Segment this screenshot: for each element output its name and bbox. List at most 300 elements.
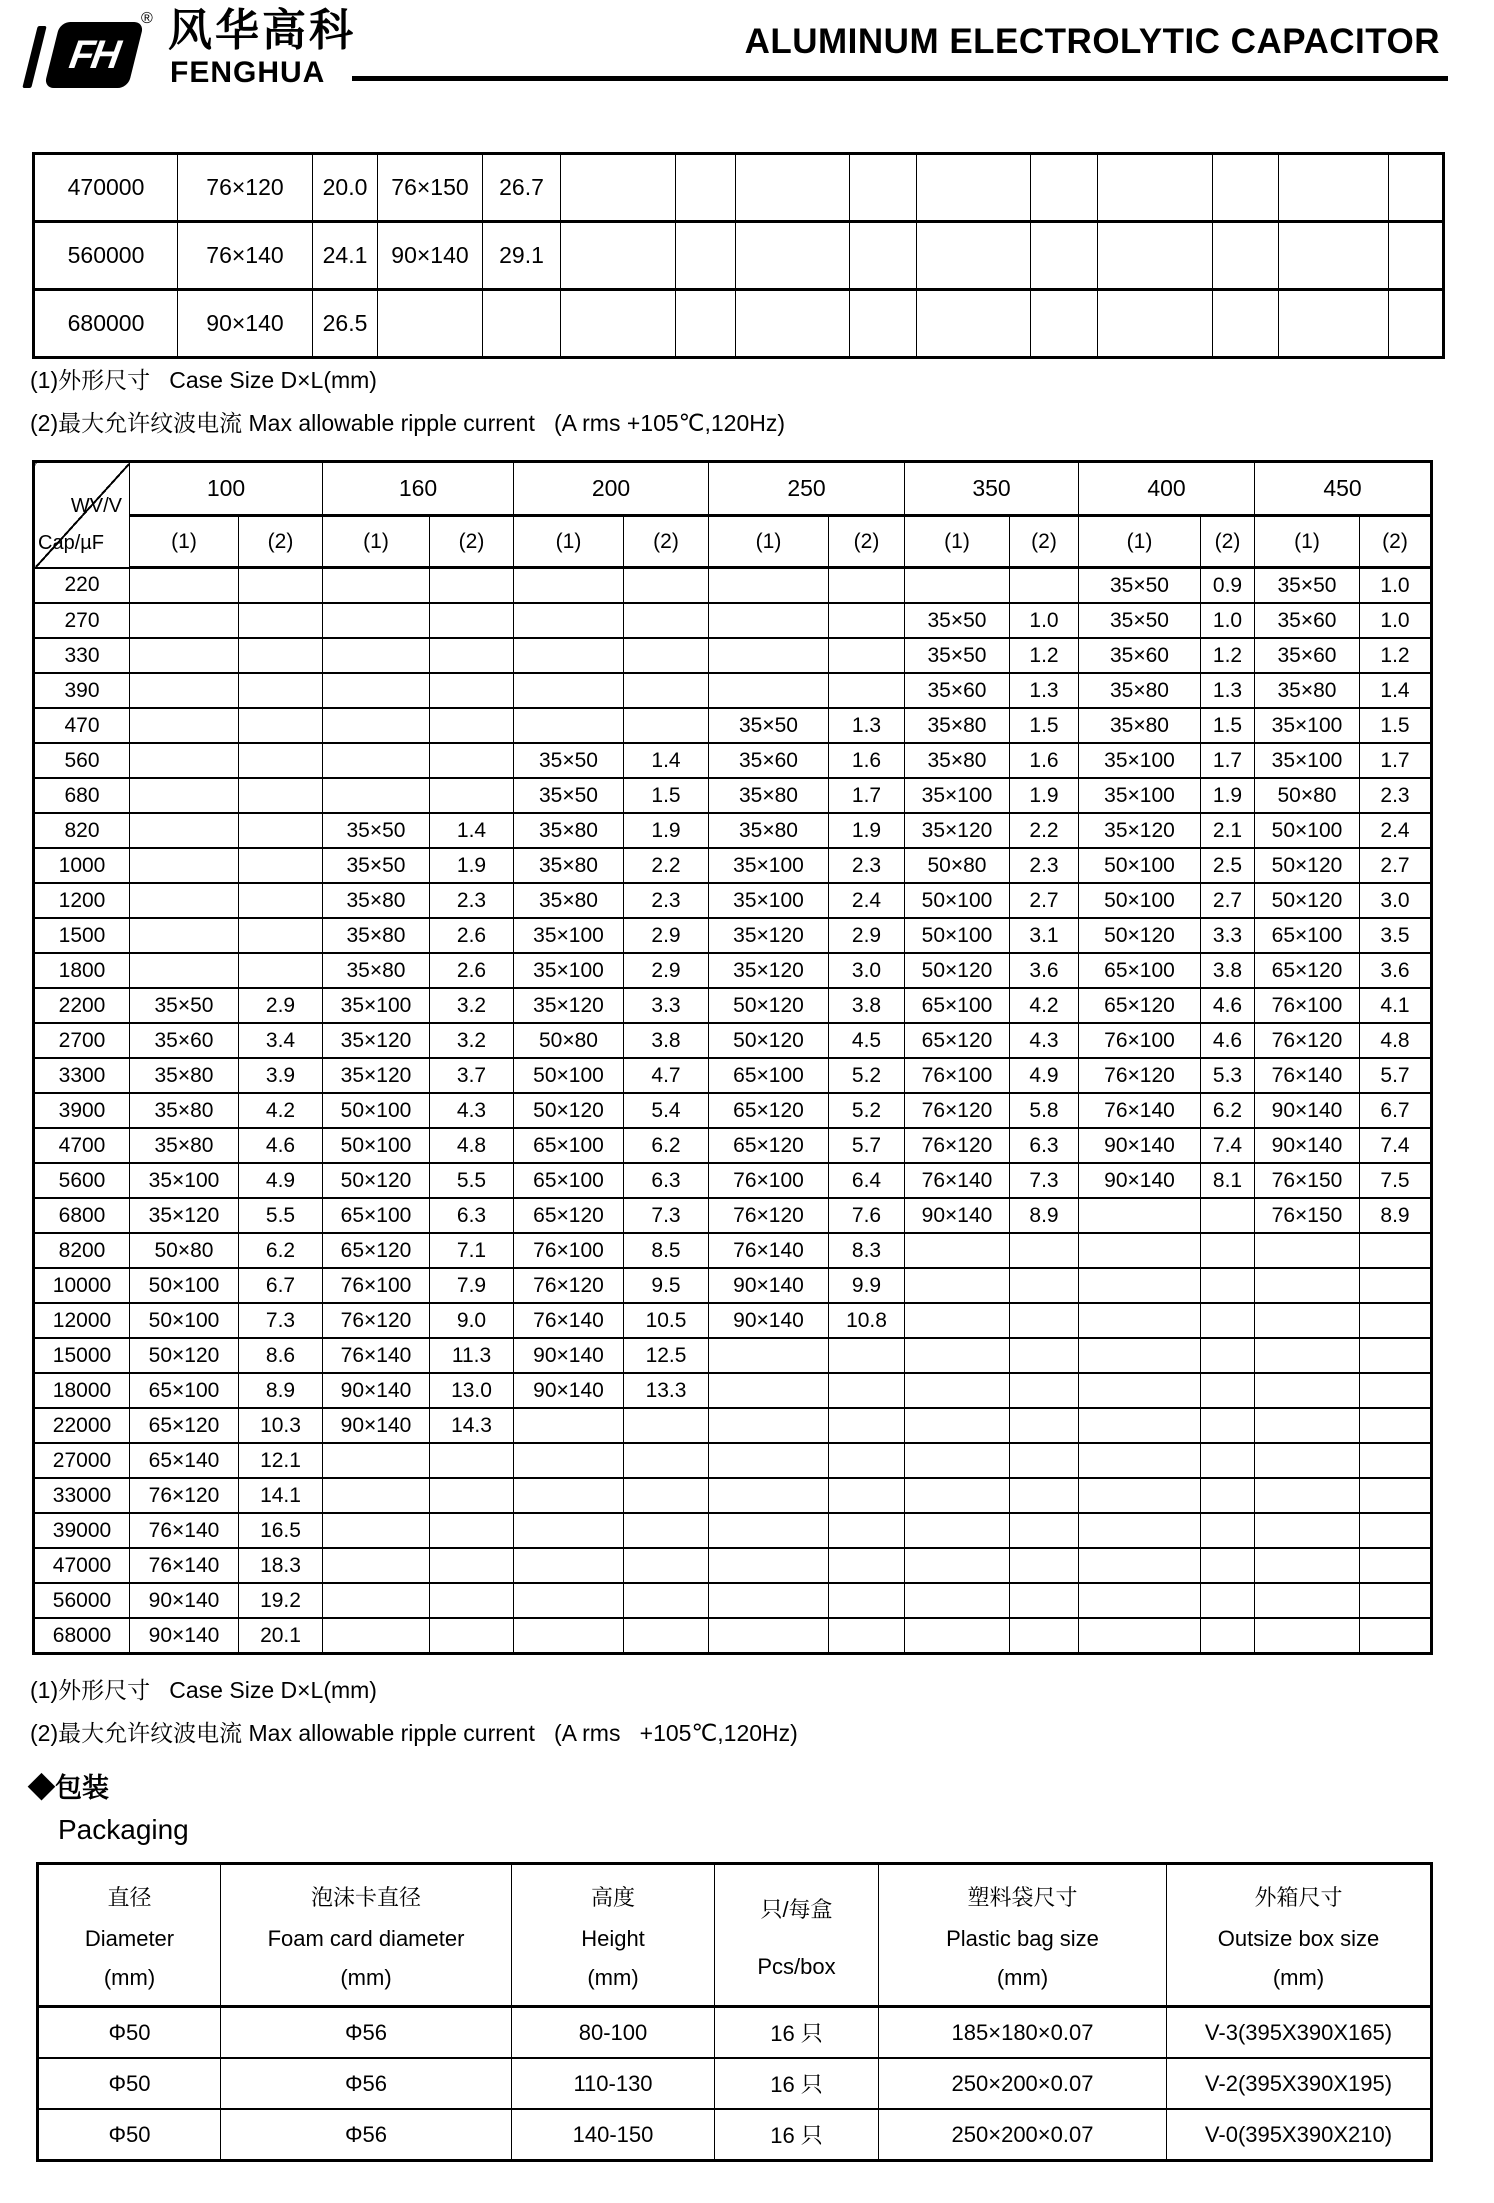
column-header-outsize-box-size xyxy=(1167,1864,1432,2007)
table-cell: 1.3 xyxy=(1010,673,1079,708)
header-cn: 外箱尺寸 xyxy=(1254,1885,1343,1910)
table-cell: 65×100 xyxy=(905,988,1010,1023)
table-cell xyxy=(1031,154,1098,222)
table-cell xyxy=(1213,290,1279,358)
table-cell xyxy=(514,1478,624,1513)
table-cell: 4.2 xyxy=(1010,988,1079,1023)
table-cell xyxy=(430,1443,514,1478)
table-cell: 50×120 xyxy=(709,988,829,1023)
table-cell xyxy=(239,673,323,708)
header-cn: 塑料袋尺寸 xyxy=(967,1885,1078,1910)
case-size-ripple-current-table xyxy=(32,460,1433,1655)
table-cell: 185×180×0.07 xyxy=(879,2007,1167,2059)
table-cell: 140-150 xyxy=(512,2109,715,2161)
header-unit: (mm) xyxy=(103,1965,156,1990)
table-cell: 35×60 xyxy=(1079,638,1201,673)
table-cell: 35×100 xyxy=(709,883,829,918)
table-cell: 1.0 xyxy=(1360,603,1432,638)
table-cell: 1.5 xyxy=(624,778,709,813)
table-cell xyxy=(736,222,850,290)
table-cell: 50×100 xyxy=(323,1093,430,1128)
table-cell: 3.1 xyxy=(1010,918,1079,953)
table-cell xyxy=(709,1583,829,1618)
table-cell: 12.1 xyxy=(239,1443,323,1478)
table-cell xyxy=(1079,1478,1201,1513)
table-cell xyxy=(130,603,239,638)
table-cell xyxy=(130,568,239,604)
table-cell: Φ56 xyxy=(221,2058,512,2109)
table-cell xyxy=(130,638,239,673)
sub-header-ripple: (2) xyxy=(1360,516,1432,568)
table-cell xyxy=(1079,1513,1201,1548)
table-cell xyxy=(323,1513,430,1548)
table-cell: 4.8 xyxy=(430,1128,514,1163)
table-cell xyxy=(1255,1408,1360,1443)
table-cell: 2200 xyxy=(34,988,130,1023)
note-case-size: (1)外形尺寸 Case Size D×L(mm) xyxy=(30,367,377,393)
table-cell: 50×120 xyxy=(514,1093,624,1128)
table-cell xyxy=(514,708,624,743)
table-cell: 7.3 xyxy=(239,1303,323,1338)
table-cell: 50×80 xyxy=(1255,778,1360,813)
header-cn: 高度 xyxy=(590,1885,635,1910)
table-cell xyxy=(430,778,514,813)
table-cell: 35×120 xyxy=(514,988,624,1023)
table-cell xyxy=(709,1478,829,1513)
table-cell: 35×100 xyxy=(1255,743,1360,778)
table-cell: 90×140 xyxy=(323,1408,430,1443)
table-row xyxy=(34,953,1432,988)
table-cell: 3.6 xyxy=(1360,953,1432,988)
table-cell: 8.9 xyxy=(239,1373,323,1408)
table-cell xyxy=(514,1408,624,1443)
table-cell xyxy=(829,1513,905,1548)
table-cell xyxy=(905,1443,1010,1478)
table-cell: 65×100 xyxy=(323,1198,430,1233)
table-cell xyxy=(1201,1548,1255,1583)
table-cell: 50×120 xyxy=(130,1338,239,1373)
table-cell: 680 xyxy=(34,778,130,813)
table-cell xyxy=(829,1373,905,1408)
table-cell: 2.3 xyxy=(829,848,905,883)
table-cell: 35×80 xyxy=(514,883,624,918)
table-cell: 65×140 xyxy=(130,1443,239,1478)
table-cell: 1.2 xyxy=(1201,638,1255,673)
table-row xyxy=(34,568,1432,604)
table-row xyxy=(34,1303,1432,1338)
table-cell: 560000 xyxy=(34,222,178,290)
table-cell xyxy=(1255,1443,1360,1478)
table-cell: 13.3 xyxy=(624,1373,709,1408)
table-cell xyxy=(1255,1373,1360,1408)
table-cell xyxy=(1079,1268,1201,1303)
table-cell xyxy=(1360,1513,1432,1548)
table-cell: 1.2 xyxy=(1360,638,1432,673)
sub-header-size: (1) xyxy=(514,516,624,568)
table-cell xyxy=(905,1268,1010,1303)
table-cell: 10.3 xyxy=(239,1408,323,1443)
table-cell: 26.7 xyxy=(483,154,561,222)
table-cell: 14.3 xyxy=(430,1408,514,1443)
table-cell xyxy=(624,603,709,638)
packaging-heading-english: Packaging xyxy=(58,1814,189,1845)
page-title: ALUMINUM ELECTROLYTIC CAPACITOR xyxy=(744,22,1440,61)
table-cell xyxy=(1255,1233,1360,1268)
table-cell: 50×100 xyxy=(1079,883,1201,918)
table-cell: 8.9 xyxy=(1010,1198,1079,1233)
table-cell: 90×140 xyxy=(1255,1128,1360,1163)
table-cell: 76×100 xyxy=(709,1163,829,1198)
table-cell: 18000 xyxy=(34,1373,130,1408)
table-cell: 2.7 xyxy=(1010,883,1079,918)
table-cell: 68000 xyxy=(34,1618,130,1654)
table-cell xyxy=(1201,1618,1255,1654)
header-en: Diameter xyxy=(84,1925,175,1951)
table-cell xyxy=(1389,154,1444,222)
table-cell xyxy=(624,673,709,708)
table-cell: 7.6 xyxy=(829,1198,905,1233)
table-cell xyxy=(1079,1198,1201,1233)
table-cell xyxy=(624,568,709,604)
table-cell: 35×100 xyxy=(130,1163,239,1198)
table-cell: 3.4 xyxy=(239,1023,323,1058)
table-cell: 1.7 xyxy=(1201,743,1255,778)
sub-header-row xyxy=(34,516,1432,568)
table-cell: 3.2 xyxy=(430,988,514,1023)
table-cell xyxy=(514,568,624,604)
table-cell: 3900 xyxy=(34,1093,130,1128)
table-cell xyxy=(130,673,239,708)
table-row xyxy=(34,222,1444,290)
table-cell: 65×100 xyxy=(130,1373,239,1408)
table-cell: 35×80 xyxy=(130,1128,239,1163)
table-cell: 390 xyxy=(34,673,130,708)
table-row xyxy=(34,1163,1432,1198)
column-header-foam-card-diameter xyxy=(221,1864,512,2007)
table-row xyxy=(34,848,1432,883)
table-row xyxy=(34,638,1432,673)
table-cell xyxy=(709,1548,829,1583)
table-cell: 560 xyxy=(34,743,130,778)
table-cell: 10.5 xyxy=(624,1303,709,1338)
table-cell: 5.2 xyxy=(829,1058,905,1093)
header-en: Foam card diameter xyxy=(267,1925,465,1951)
table-cell xyxy=(430,568,514,604)
table-cell: 1.7 xyxy=(829,778,905,813)
table-cell: 2.7 xyxy=(1360,848,1432,883)
table-cell xyxy=(624,638,709,673)
table-cell: 16 只 xyxy=(715,2007,879,2059)
table-cell: 76×140 xyxy=(130,1513,239,1548)
table-cell: 35×100 xyxy=(905,778,1010,813)
table-cell: 2.3 xyxy=(1360,778,1432,813)
table-cell xyxy=(1255,1268,1360,1303)
table-cell xyxy=(1010,1583,1079,1618)
table-cell: 35×120 xyxy=(709,918,829,953)
table-cell xyxy=(1360,1408,1432,1443)
table-cell: 50×100 xyxy=(1255,813,1360,848)
table-cell xyxy=(130,813,239,848)
table-cell: Φ56 xyxy=(221,2007,512,2059)
table-cell: 35×80 xyxy=(514,813,624,848)
table-cell xyxy=(430,673,514,708)
header-unit: (mm) xyxy=(587,1965,639,1990)
registered-trademark-icon: ® xyxy=(141,10,153,27)
table-cell: 4.5 xyxy=(829,1023,905,1058)
table-cell xyxy=(709,1373,829,1408)
table-cell xyxy=(905,1338,1010,1373)
table-cell: 1.9 xyxy=(829,813,905,848)
table-cell: 50×80 xyxy=(905,848,1010,883)
table-cell: 2.1 xyxy=(1201,813,1255,848)
table-cell xyxy=(561,290,676,358)
table-cell: 76×100 xyxy=(323,1268,430,1303)
table-cell: 6.3 xyxy=(624,1163,709,1198)
table-cell xyxy=(917,154,1031,222)
table-row xyxy=(34,1373,1432,1408)
table-cell: 76×150 xyxy=(1255,1163,1360,1198)
table-cell: 3.0 xyxy=(1360,883,1432,918)
table-cell xyxy=(1360,1478,1432,1513)
header-cn: 泡沫卡直径 xyxy=(310,1885,421,1910)
table-row xyxy=(34,603,1432,638)
table-cell: 1.2 xyxy=(1010,638,1079,673)
table-cell: 5.8 xyxy=(1010,1093,1079,1128)
table-cell xyxy=(905,1478,1010,1513)
table-cell xyxy=(905,1408,1010,1443)
table-row xyxy=(34,988,1432,1023)
table-cell xyxy=(514,1548,624,1583)
table-cell: 18.3 xyxy=(239,1548,323,1583)
header-cn: 只/每盒 xyxy=(760,1896,833,1922)
table-cell: 470000 xyxy=(34,154,178,222)
voltage-column-header: 450 xyxy=(1255,462,1432,516)
table-cell: 35×120 xyxy=(1079,813,1201,848)
table-cell: 2.9 xyxy=(624,953,709,988)
brand-name-english: FENGHUA xyxy=(170,56,326,89)
table-cell: 65×120 xyxy=(323,1233,430,1268)
table-cell: 12.5 xyxy=(624,1338,709,1373)
sub-header-size: (1) xyxy=(1079,516,1201,568)
table-cell xyxy=(624,1548,709,1583)
table-cell: 6.3 xyxy=(430,1198,514,1233)
table-row xyxy=(34,708,1432,743)
table-cell xyxy=(130,778,239,813)
table-cell: 65×120 xyxy=(905,1023,1010,1058)
table-cell xyxy=(430,1618,514,1654)
table-cell xyxy=(130,708,239,743)
table-cell: 35×120 xyxy=(709,953,829,988)
header-en: Plastic bag size xyxy=(946,1925,1099,1951)
table-cell: 35×50 xyxy=(1079,603,1201,638)
table-cell: 90×140 xyxy=(130,1583,239,1618)
table-cell xyxy=(561,222,676,290)
table-cell: 2.5 xyxy=(1201,848,1255,883)
table-cell: 76×150 xyxy=(378,154,483,222)
table-cell xyxy=(624,1618,709,1654)
table-row xyxy=(34,1233,1432,1268)
sub-header-size: (1) xyxy=(709,516,829,568)
ripple-current-table-continuation xyxy=(32,152,1445,359)
table-cell: 33000 xyxy=(34,1478,130,1513)
table-cell xyxy=(1079,1443,1201,1478)
table-cell: 7.4 xyxy=(1360,1128,1432,1163)
note-case-size: (1)外形尺寸 Case Size D×L(mm) xyxy=(30,1677,377,1703)
table-cell: 1.0 xyxy=(1360,568,1432,604)
table-cell xyxy=(1079,1373,1201,1408)
table-cell xyxy=(676,154,736,222)
table-cell: 35×80 xyxy=(323,953,430,988)
packaging-heading-chinese: ◆包装 xyxy=(28,1773,109,1803)
table-cell xyxy=(709,1618,829,1654)
corner-header-cell xyxy=(34,462,130,568)
table-cell: 10.8 xyxy=(829,1303,905,1338)
table-cell xyxy=(1255,1303,1360,1338)
table-cell: 8.9 xyxy=(1360,1198,1432,1233)
table-row xyxy=(34,1198,1432,1233)
table-cell: 1000 xyxy=(34,848,130,883)
table-cell xyxy=(709,1443,829,1478)
table-cell: 13.0 xyxy=(430,1373,514,1408)
table-row xyxy=(34,290,1444,358)
table-cell xyxy=(130,848,239,883)
table-cell xyxy=(323,708,430,743)
table-cell xyxy=(1010,1408,1079,1443)
corner-label-capacitance: Cap/µF xyxy=(38,531,104,554)
table-cell: 65×120 xyxy=(709,1093,829,1128)
table-cell xyxy=(905,568,1010,604)
table-cell: 50×100 xyxy=(130,1268,239,1303)
table-cell: 5.5 xyxy=(430,1163,514,1198)
table-cell: 76×140 xyxy=(1255,1058,1360,1093)
table-cell: 4.2 xyxy=(239,1093,323,1128)
table-cell: 2700 xyxy=(34,1023,130,1058)
table-cell xyxy=(514,673,624,708)
table-cell xyxy=(323,1443,430,1478)
table-cell xyxy=(709,1338,829,1373)
table-cell xyxy=(514,1583,624,1618)
table-cell xyxy=(1010,1233,1079,1268)
table-cell xyxy=(1360,1268,1432,1303)
table-cell: 4.6 xyxy=(1201,1023,1255,1058)
table-cell: 35×50 xyxy=(709,708,829,743)
header-en: Height xyxy=(581,1925,645,1951)
fenghua-logo-mark xyxy=(44,22,144,88)
table-cell: 10000 xyxy=(34,1268,130,1303)
table-cell xyxy=(430,603,514,638)
table-cell: 7.9 xyxy=(430,1268,514,1303)
table-cell: 1.3 xyxy=(829,708,905,743)
table-cell: 76×120 xyxy=(1255,1023,1360,1058)
sub-header-size: (1) xyxy=(130,516,239,568)
table-cell: 35×120 xyxy=(323,1058,430,1093)
table-cell xyxy=(1079,1618,1201,1654)
table-cell: 5.7 xyxy=(829,1128,905,1163)
table-cell: 50×100 xyxy=(905,883,1010,918)
table-cell xyxy=(130,918,239,953)
table-cell xyxy=(1279,154,1389,222)
table-cell: 7.3 xyxy=(624,1198,709,1233)
table-cell xyxy=(1360,1583,1432,1618)
notes-top xyxy=(30,362,785,448)
table-row xyxy=(34,1058,1432,1093)
header-en: Outsize box size xyxy=(1217,1925,1380,1951)
sub-header-ripple: (2) xyxy=(430,516,514,568)
table-cell xyxy=(624,1408,709,1443)
table-cell: 35×60 xyxy=(905,673,1010,708)
voltage-column-header: 200 xyxy=(514,462,709,516)
table-cell: 8.1 xyxy=(1201,1163,1255,1198)
sub-header-size: (1) xyxy=(1255,516,1360,568)
table-cell: 3300 xyxy=(34,1058,130,1093)
table-cell xyxy=(736,154,850,222)
table-cell xyxy=(430,1478,514,1513)
table-cell xyxy=(1255,1338,1360,1373)
table-cell: 65×100 xyxy=(1255,918,1360,953)
table-row xyxy=(34,813,1432,848)
table-cell xyxy=(430,743,514,778)
table-cell: 9.0 xyxy=(430,1303,514,1338)
table-cell: 50×120 xyxy=(1079,918,1201,953)
table-cell: V-2(395X390X195) xyxy=(1167,2058,1432,2109)
table-cell: 35×100 xyxy=(709,848,829,883)
table-cell xyxy=(829,1548,905,1583)
table-cell xyxy=(1360,1548,1432,1583)
table-cell: 4.6 xyxy=(239,1128,323,1163)
table-cell: 2.9 xyxy=(239,988,323,1023)
header-unit: (mm) xyxy=(1272,1965,1325,1990)
table-cell: 39000 xyxy=(34,1513,130,1548)
table-cell xyxy=(514,1443,624,1478)
table-cell: Φ56 xyxy=(221,2109,512,2161)
column-header-height xyxy=(512,1864,715,2007)
table-cell xyxy=(1010,1548,1079,1583)
table-cell: 90×140 xyxy=(378,222,483,290)
table-cell xyxy=(850,290,917,358)
table-cell xyxy=(905,1233,1010,1268)
table-cell: 80-100 xyxy=(512,2007,715,2059)
table-cell xyxy=(1031,222,1098,290)
table-cell: 6.7 xyxy=(1360,1093,1432,1128)
table-cell: 65×120 xyxy=(130,1408,239,1443)
table-cell: 22000 xyxy=(34,1408,130,1443)
table-cell: 76×140 xyxy=(514,1303,624,1338)
table-cell: 90×140 xyxy=(514,1373,624,1408)
table-cell xyxy=(1255,1513,1360,1548)
table-cell xyxy=(709,638,829,673)
table-cell: 35×80 xyxy=(709,778,829,813)
table-cell: 1.6 xyxy=(1010,743,1079,778)
table-cell: 15000 xyxy=(34,1338,130,1373)
table-cell: 2.9 xyxy=(624,918,709,953)
table-cell: 35×100 xyxy=(514,918,624,953)
table-cell: 76×140 xyxy=(709,1233,829,1268)
sub-header-size: (1) xyxy=(905,516,1010,568)
table-cell xyxy=(1010,568,1079,604)
table-cell: 35×80 xyxy=(323,918,430,953)
table-cell: 35×80 xyxy=(1255,673,1360,708)
table-cell: 35×50 xyxy=(323,848,430,883)
table-cell: 4.1 xyxy=(1360,988,1432,1023)
table-cell: 35×80 xyxy=(323,883,430,918)
table-cell xyxy=(850,222,917,290)
table-cell: 110-130 xyxy=(512,2058,715,2109)
table-cell: 76×120 xyxy=(905,1128,1010,1163)
table-cell xyxy=(378,290,483,358)
table-cell: 3.2 xyxy=(430,1023,514,1058)
sub-header-size: (1) xyxy=(323,516,430,568)
table-cell: 35×50 xyxy=(905,603,1010,638)
